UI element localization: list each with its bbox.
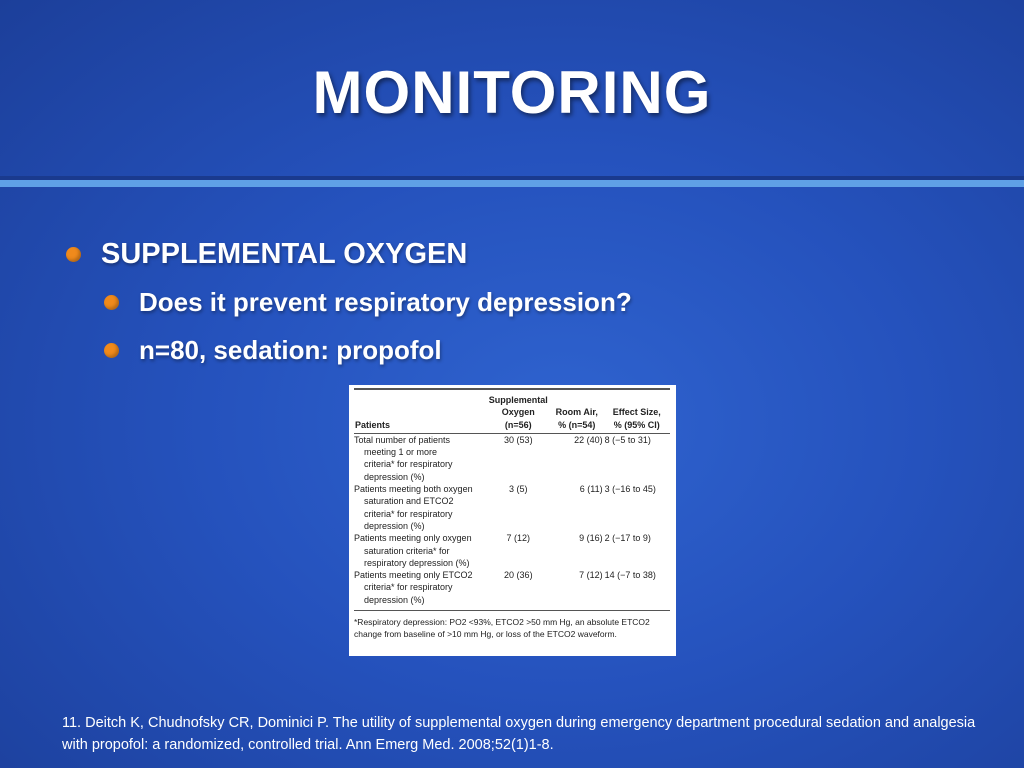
row-label-line: respiratory depression (%) [364,557,470,568]
row-label-line: criteria* for respiratory [364,582,453,593]
sub-bullet-study [104,335,442,366]
header-oxygen-line1: Supplemental [488,395,548,405]
row-label [354,532,487,569]
bullet-dot-icon [104,343,119,358]
header-effect-line1: Effect Size, [612,407,661,418]
cell-effect: 2 (−17 to 9) [604,533,651,544]
sub-bullet-text: Does it prevent respiratory depression? [139,287,632,317]
reference-citation: 11. Deitch K, Chudnofsky CR, Dominici P. The utility of supplemental oxygen during emergency department procedural sedation and analgesia with propofol: a randomized, controlled trial. Ann Emerg Med. 2008;52(1)1-8. [62,715,976,753]
cell-room-air: 22 (40) [574,434,603,445]
table-row [354,532,670,569]
table-row [354,569,670,606]
cell-oxygen: 7 (12) [506,533,531,544]
row-label-line: criteria* for respiratory [364,459,453,470]
sub-bullet-text: n=80, sedation: propofol [139,335,442,365]
cell-effect: 8 (−5 to 31) [604,434,651,445]
header-oxygen [487,394,550,433]
table-bottom-rule [354,606,670,611]
cell-room-air: 9 (16) [579,533,603,544]
row-label-line: Patients meeting both oxygen [354,484,473,495]
header-room-air [550,394,604,433]
row-label-line: Patients meeting only oxygen [354,533,472,544]
slide-title: MONITORING [312,59,712,126]
results-table [354,388,670,611]
bullet-text: SUPPLEMENTAL OXYGEN [101,238,468,270]
header-room-air-line2: % (n=54) [558,419,596,430]
row-label [354,433,487,483]
bullet-dot-icon [66,247,81,262]
header-oxygen-line2: Oxygen [501,407,535,418]
header-effect-line2: % (95% CI) [613,419,660,430]
bullet-supplemental-oxygen [66,238,467,271]
table-row [354,483,670,532]
row-label-line: depression (%) [364,471,425,482]
table-row [354,433,670,483]
table-header-row [354,394,670,433]
sub-bullet-question [104,287,632,318]
header-patients: Patients [354,394,487,433]
cell-room-air: 6 (11) [579,484,603,495]
row-label-line: depression (%) [364,520,425,531]
row-label-line: depression (%) [364,594,425,605]
row-label-line: saturation criteria* for [364,545,450,556]
cell-room-air: 7 (12) [579,570,603,581]
row-label-line: saturation and ETCO2 [364,496,454,507]
row-label-line: meeting 1 or more [364,447,438,458]
bullet-dot-icon [104,295,119,310]
cell-oxygen: 30 (53) [504,434,533,445]
cell-oxygen: 3 (5) [509,484,528,495]
cell-effect: 3 (−16 to 45) [604,484,656,495]
row-label-line: criteria* for respiratory [364,508,453,519]
cell-oxygen: 20 (36) [504,570,533,581]
header-oxygen-line3: (n=56) [504,419,532,430]
row-label [354,483,487,532]
results-table-image [349,385,676,656]
table-footnote: *Respiratory depression: PO2 <93%, ETCO2 >50 mm Hg, an absolute ETCO2 change from baseline of >10 mm Hg, or loss of the ETCO2 waveform. [354,617,650,639]
row-label-line: Total number of patients [354,434,451,445]
title-divider-light [0,180,1024,187]
row-label-line: Patients meeting only ETCO2 [354,570,473,581]
row-label [354,569,487,606]
cell-effect: 14 (−7 to 38) [604,570,656,581]
header-room-air-line1: Room Air, [555,407,598,418]
header-effect [604,394,670,433]
